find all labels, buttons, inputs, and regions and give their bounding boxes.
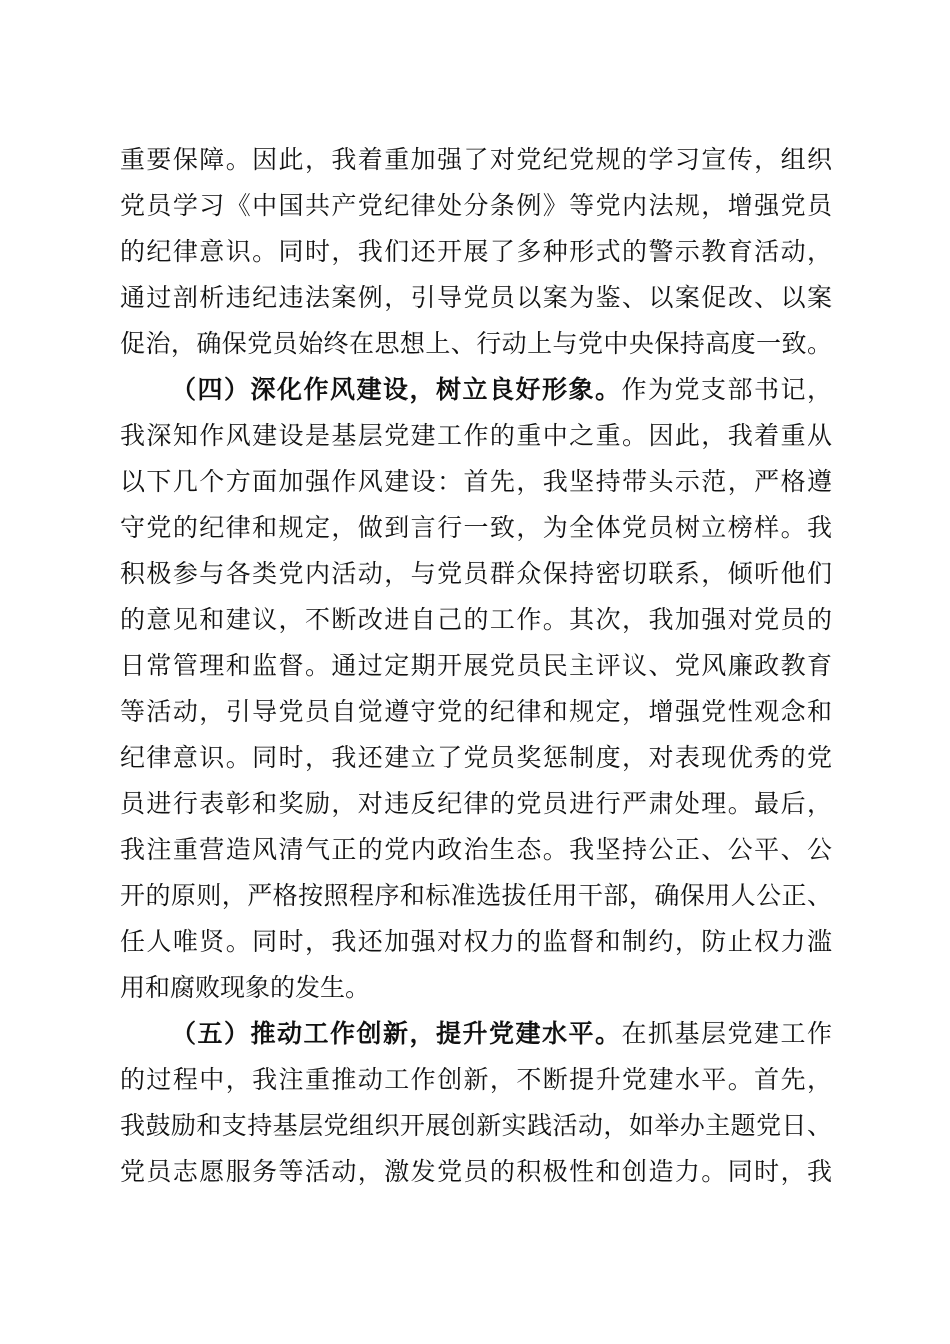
section-5-heading: （五）推动工作创新，提升党建水平。 [171,1019,622,1048]
text-line: 我鼓励和支持基层党组织开展创新实践活动，如举办主题党日、 [120,1111,832,1140]
section-5-first-line [171,1014,832,1054]
text-line: 日常管理和监督。通过定期开展党员民主评议、党风廉政教育 [120,651,832,680]
text-line: 重要保障。因此，我着重加强了对党纪党规的学习宣传，组织 [120,145,832,174]
section-4-heading: （四）深化作风建设，树立良好形象。 [171,375,622,404]
text-line: 通过剖析违纪违法案例，引导党员以案为鉴、以案促改、以案 [120,283,832,312]
section-5-first-line-rest: 在抓基层党建工作 [621,1019,832,1048]
text-line: 开的原则，严格按照程序和标准选拔任用干部，确保用人公正、 [120,881,832,910]
text-line: 党员志愿服务等活动，激发党员的积极性和创造力。同时，我 [120,1157,832,1186]
text-line: 员进行表彰和奖励，对违反纪律的党员进行严肃处理。最后， [120,789,832,818]
text-line: 以下几个方面加强作风建设：首先，我坚持带头示范，严格遵 [120,467,832,496]
text-line: 党员学习《中国共产党纪律处分条例》等党内法规，增强党员 [120,191,832,220]
text-line: 等活动，引导党员自觉遵守党的纪律和规定，增强党性观念和 [120,697,832,726]
text-line: 的纪律意识。同时，我们还开展了多种形式的警示教育活动， [120,237,832,266]
text-line: 我注重营造风清气正的党内政治生态。我坚持公正、公平、公 [120,835,832,864]
text-line: 守党的纪律和规定，做到言行一致，为全体党员树立榜样。我 [120,513,832,542]
section-4-first-line [171,370,832,410]
text-line: 纪律意识。同时，我还建立了党员奖惩制度，对表现优秀的党 [120,743,832,772]
text-line: 积极参与各类党内活动，与党员群众保持密切联系，倾听他们 [120,559,832,588]
text-line: 任人唯贤。同时，我还加强对权力的监督和制约，防止权力滥 [120,927,832,956]
text-line: 的过程中，我注重推动工作创新，不断提升党建水平。首先， [120,1065,832,1094]
text-line: 用和腐败现象的发生。 [120,973,371,1002]
section-4-first-line-rest: 作为党支部书记， [621,375,832,404]
text-line: 我深知作风建设是基层党建工作的重中之重。因此，我着重从 [120,421,832,450]
text-line: 促治，确保党员始终在思想上、行动上与党中央保持高度一致。 [120,329,832,358]
text-line: 的意见和建议，不断改进自己的工作。其次，我加强对党员的 [120,605,832,634]
